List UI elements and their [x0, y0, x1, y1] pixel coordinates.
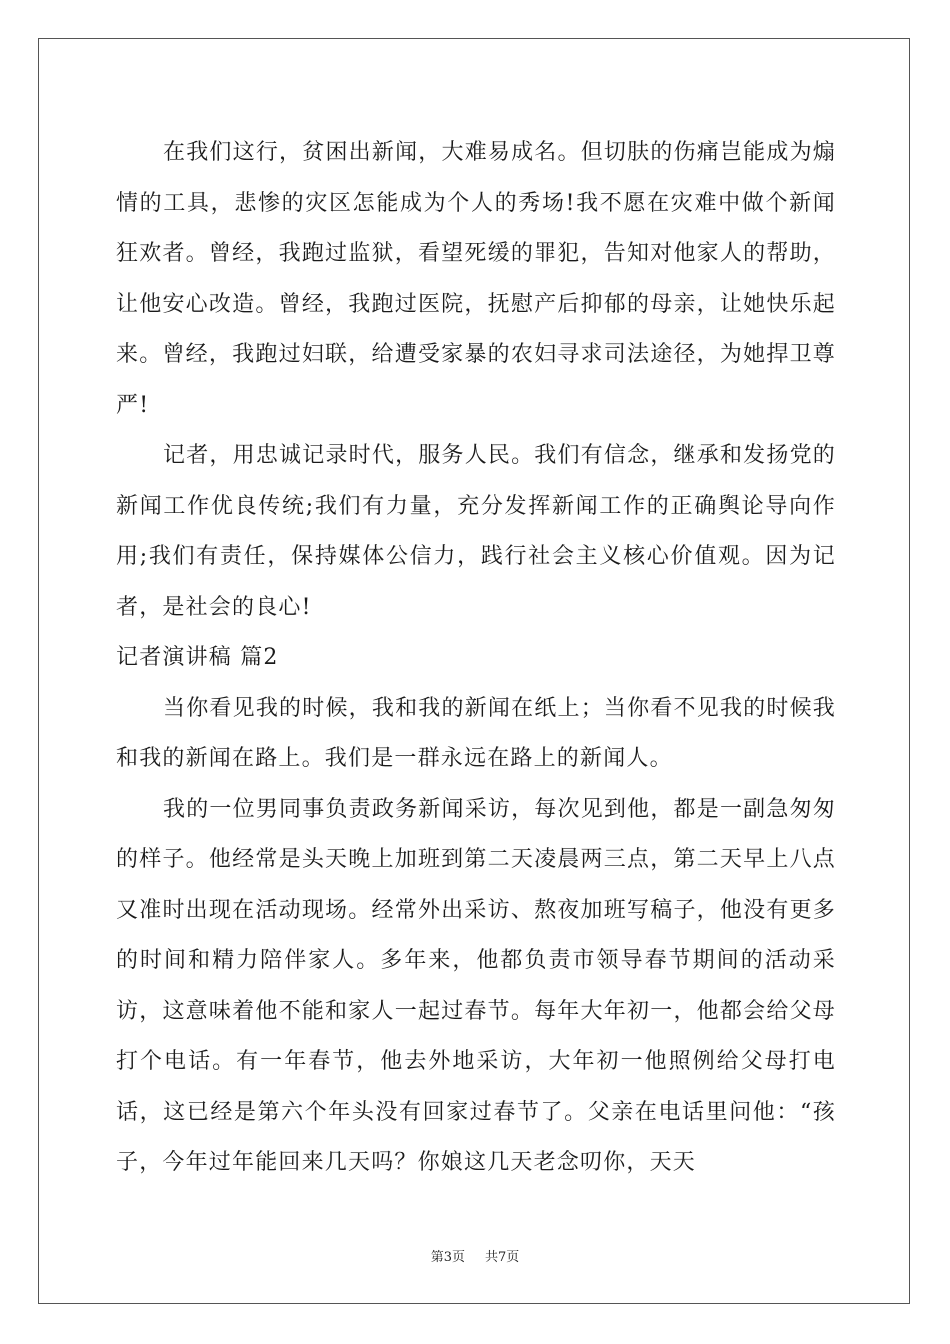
- page-footer: [0, 1246, 950, 1265]
- page-number: 第3页: [430, 1250, 465, 1265]
- paragraph: 我的一位男同事负责政务新闻采访，每次见到他，都是一副急匆匆的样子。他经常是头天晚上加班到第二天凌晨两三点，第二天早上八点又准时出现在活动现场。经常外出采访、熬夜加班写稿子，他没有更多的时间和精力陪伴家人。多年来，他都负责市领导春节期间的活动采访，这意味着他不能和家人一起过春节。每年大年初一，他都会给父母打个电话。有一年春节，他去外地采访，大年初一他照例给父母打电话，这已经是第六个年头没有回家过春节了。父亲在电话里问他：“孩子，今年过年能回来几天吗？你娘这几天老念叨你，天天: [116, 796, 836, 1175]
- page-total: 共7页: [485, 1250, 520, 1265]
- paragraph: 记者，用忠诚记录时代，服务人民。我们有信念，继承和发扬党的新闻工作优良传统;我们有力量，充分发挥新闻工作的正确舆论导向作用;我们有责任，保持媒体公信力，践行社会主义核心价值观。因为记者，是社会的良心!: [116, 443, 836, 620]
- paragraph: 在我们这行，贫困出新闻，大难易成名。但切肤的伤痛岂能成为煽情的工具，悲惨的灾区怎能成为个人的秀场!我不愿在灾难中做个新闻狂欢者。曾经，我跑过监狱，看望死缓的罪犯，告知对他家人的帮助，让他安心改造。曾经，我跑过医院，抚慰产后抑郁的母亲，让她快乐起来。曾经，我跑过妇联，给遭受家暴的农妇寻求司法途径，为她捍卫尊严!: [116, 140, 836, 418]
- section-heading: 记者演讲稿 篇2: [116, 645, 279, 670]
- paragraph: 当你看见我的时候，我和我的新闻在纸上；当你看不见我的时候我和我的新闻在路上。我们是一群永远在路上的新闻人。: [116, 695, 836, 771]
- document-body: [116, 128, 836, 1189]
